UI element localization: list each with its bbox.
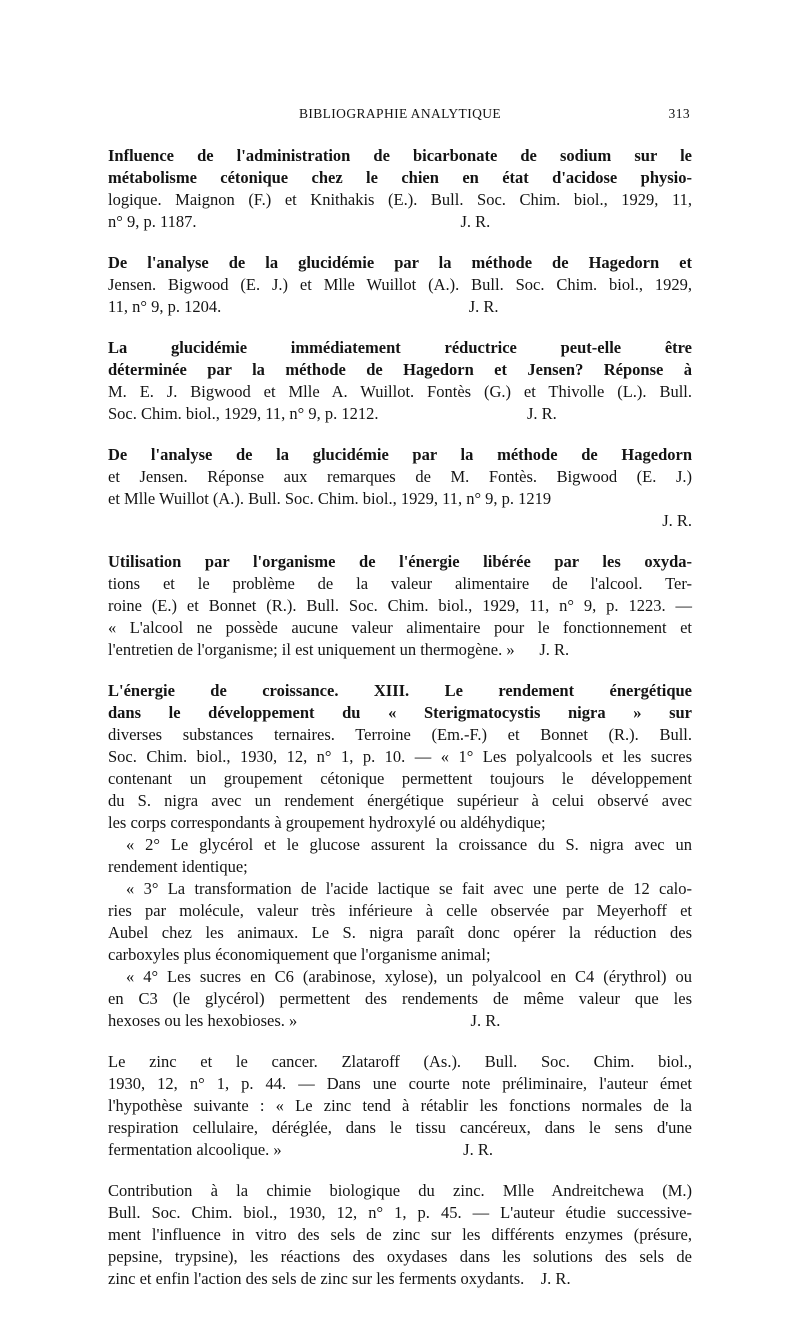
entry-text-line: tions et le problème de la valeur alimentaire de l'alcool. Ter- <box>108 574 692 593</box>
entry-text-line: l'hypothèse suivante : « Le zinc tend à rétablir les fonctions normales de la <box>108 1096 692 1115</box>
entry-text-line: diverses substances ternaires. Terroine (Em.-F.) et Bonnet (R.). Bull. <box>108 725 692 744</box>
entry-text-line: « 2° Le glycérol et le glucose assurent la croissance du S. nigra avec un <box>126 835 692 854</box>
entry-text-line: Soc. Chim. biol., 1930, 12, n° 1, p. 10. — « 1° Les polyalcools et les sucres <box>108 747 692 766</box>
entry-text-line: hexoses ou les hexobioses. » J. R. <box>108 1011 501 1030</box>
entry-text-line: Bull. Soc. Chim. biol., 1930, 12, n° 1, p. 45. — L'auteur étudie successive- <box>108 1203 692 1222</box>
entry-text-line: du S. nigra avec un rendement énergétique supérieur à celui observé avec <box>108 791 692 810</box>
entry-title-line: De l'analyse de la glucidémie par la méthode de Hagedorn et <box>108 253 692 272</box>
entry-text-line: carboxyles plus économiquement que l'organisme animal; <box>108 945 491 964</box>
bibliography-entry <box>108 444 692 532</box>
entry-text-line: rendement identique; <box>108 857 248 876</box>
bibliography-entry <box>108 337 692 425</box>
entry-text-line: contenant un groupement cétonique permettent toujours le développement <box>108 769 692 788</box>
entry-text-line: 11, n° 9, p. 1204. J. R. <box>108 297 499 316</box>
bibliography-entry <box>108 680 692 1032</box>
bibliography-entry <box>108 1051 692 1161</box>
entry-text-line: les corps correspondants à groupement hydroxylé ou aldéhydique; <box>108 813 546 832</box>
entry-title-line: Utilisation par l'organisme de l'énergie libérée par les oxyda- <box>108 552 692 571</box>
entry-text-line: « 3° La transformation de l'acide lactique se fait avec une perte de 12 calo- <box>126 879 692 898</box>
entry-text-line: l'entretien de l'organisme; il est uniquement un thermogène. » J. R. <box>108 640 570 659</box>
entry-text-line: 1930, 12, n° 1, p. 44. — Dans une courte note préliminaire, l'auteur émet <box>108 1074 692 1093</box>
running-header <box>108 106 692 126</box>
page-number: 313 <box>668 106 690 121</box>
bibliography-entries <box>108 145 692 1309</box>
entry-title-line: De l'analyse de la glucidémie par la méthode de Hagedorn <box>108 445 692 464</box>
entry-text-line: métabolisme cétonique chez le chien en état d'acidose physio- <box>108 168 692 187</box>
bibliography-entry <box>108 1180 692 1290</box>
entry-text-line: « 4° Les sucres en C6 (arabinose, xylose), un polyalcool en C4 (érythrol) ou <box>126 967 692 986</box>
entry-title-line: Influence de l'administration de bicarbonate de sodium sur le <box>108 146 692 165</box>
entry-text-line: Aubel chez les animaux. Le S. nigra paraît donc opérer la réduction des <box>108 923 692 942</box>
entry-text-line: et Mlle Wuillot (A.). Bull. Soc. Chim. biol., 1929, 11, n° 9, p. 1219 <box>108 489 552 508</box>
entry-text-line: déterminée par la méthode de Hagedorn et Jensen? Réponse à <box>108 360 692 379</box>
entry-text-line: pepsine, trypsine), les réactions des oxydases dans les solutions des sels de <box>108 1247 692 1266</box>
bibliography-entry <box>108 145 692 233</box>
entry-text-line: en C3 (le glycérol) permettent des rendements de même valeur que les <box>108 989 692 1008</box>
entry-text-line: dans le développement du « Sterigmatocystis nigra » sur <box>108 703 692 722</box>
entry-text-line: n° 9, p. 1187. J. R. <box>108 212 491 231</box>
bibliography-entry <box>108 252 692 318</box>
entry-title-line: Contribution à la chimie biologique du zinc. Mlle Andreitchewa (M.) <box>108 1181 692 1200</box>
entry-text-line: respiration cellulaire, déréglée, dans le tissu cancéreux, dans le sens d'une <box>108 1118 692 1137</box>
entry-text-line: Jensen. Bigwood (E. J.) et Mlle Wuillot (A.). Bull. Soc. Chim. biol., 1929, <box>108 275 692 294</box>
entry-text-line: J. R. <box>662 511 692 530</box>
entry-text-line: roine (E.) et Bonnet (R.). Bull. Soc. Chim. biol., 1929, 11, n° 9, p. 1223. — <box>108 596 692 615</box>
entry-text-line: ment l'influence in vitro des sels de zinc sur les différents enzymes (présure, <box>108 1225 692 1244</box>
entry-title-line: Le zinc et le cancer. Zlataroff (As.). Bull. Soc. Chim. biol., <box>108 1052 692 1071</box>
entry-title-line: La glucidémie immédiatement réductrice peut-elle être <box>108 338 692 357</box>
entry-text-line: et Jensen. Réponse aux remarques de M. Fontès. Bigwood (E. J.) <box>108 467 692 486</box>
running-title: BIBLIOGRAPHIE ANALYTIQUE <box>298 106 502 121</box>
entry-text-line: M. E. J. Bigwood et Mlle A. Wuillot. Fontès (G.) et Thivolle (L.). Bull. <box>108 382 692 401</box>
entry-text-line: ries par molécule, valeur très inférieure à celle observée par Meyerhoff et <box>108 901 692 920</box>
entry-text-line: fermentation alcoolique. » J. R. <box>108 1140 493 1159</box>
entry-text-line: Soc. Chim. biol., 1929, 11, n° 9, p. 1212. J. R. <box>108 404 557 423</box>
entry-text-line: logique. Maignon (F.) et Knithakis (E.). Bull. Soc. Chim. biol., 1929, 11, <box>108 190 692 209</box>
entry-title-line: L'énergie de croissance. XIII. Le rendement énergétique <box>108 681 692 700</box>
bibliography-entry <box>108 551 692 661</box>
entry-text-line: zinc et enfin l'action des sels de zinc sur les ferments oxydants. J. R. <box>108 1269 571 1288</box>
entry-text-line: « L'alcool ne possède aucune valeur alimentaire pour le fonctionnement et <box>108 618 692 637</box>
